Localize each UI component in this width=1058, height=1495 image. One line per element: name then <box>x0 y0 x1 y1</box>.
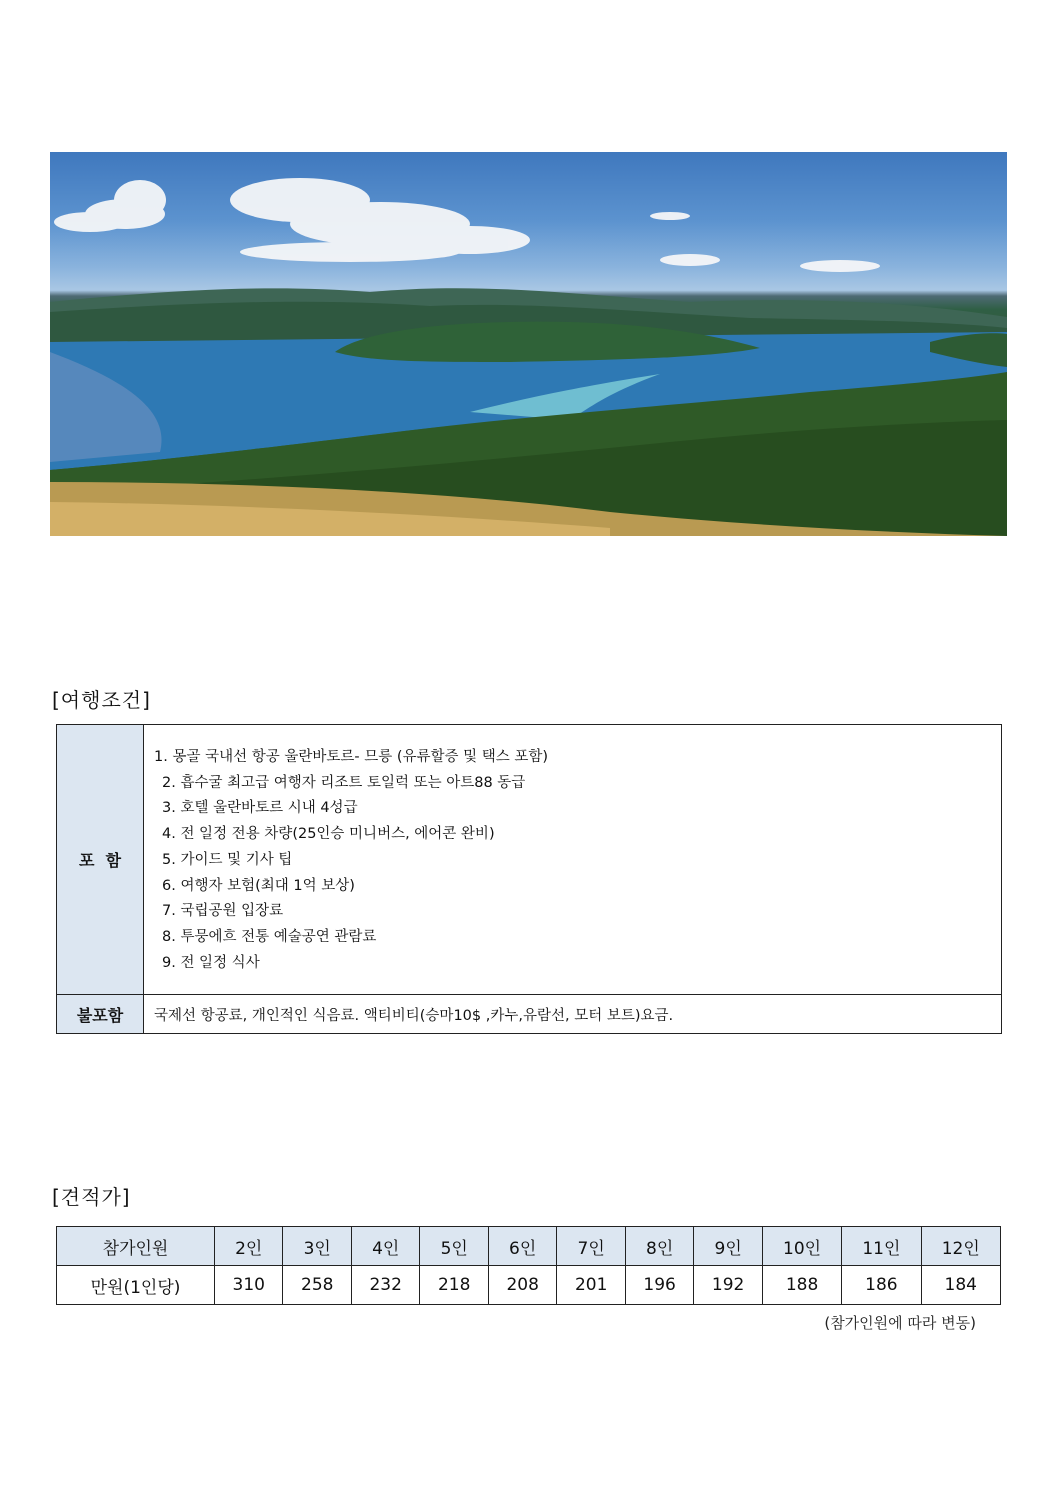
count-cell: 8인 <box>625 1227 693 1266</box>
included-label: 포 함 <box>57 725 144 995</box>
list-item: 9. 전 일정 식사 <box>162 954 260 971</box>
quote-heading: [견적가] <box>52 1185 131 1209</box>
list-item: 8. 투뭉에흐 전통 예술공연 관람료 <box>162 928 377 945</box>
price-label: 만원(1인당) <box>57 1266 215 1305</box>
price-cell: 208 <box>488 1266 556 1305</box>
conditions-heading: [여행조건] <box>52 688 151 712</box>
list-item: 4. 전 일정 전용 차량(25인승 미니버스, 에어콘 완비) <box>162 826 495 843</box>
count-cell: 5인 <box>420 1227 488 1266</box>
price-cell: 232 <box>351 1266 419 1305</box>
list-item: 1. 몽골 국내선 항공 울란바토르- 므릉 (유류할증 및 택스 포함) <box>154 749 549 765</box>
list-item: 5. 가이드 및 기사 팁 <box>162 851 293 868</box>
list-item: 2. 흡수굴 최고급 여행자 리조트 토일럭 또는 아트88 동급 <box>162 774 526 791</box>
price-cell: 218 <box>420 1266 488 1305</box>
price-cell: 258 <box>283 1266 351 1305</box>
count-cell: 3인 <box>283 1227 351 1266</box>
price-cell: 310 <box>215 1266 283 1305</box>
quote-header-row <box>57 1227 1001 1266</box>
price-note: (참가인원에 따라 변동) <box>824 1314 976 1332</box>
count-cell: 10인 <box>762 1227 841 1266</box>
count-cell: 2인 <box>215 1227 283 1266</box>
list-item: 6. 여행자 보험(최대 1억 보상) <box>162 877 355 894</box>
price-cell: 201 <box>557 1266 625 1305</box>
price-cell: 188 <box>762 1266 841 1305</box>
price-cell: 184 <box>921 1266 1000 1305</box>
quote-table <box>56 1226 1001 1305</box>
count-cell: 9인 <box>694 1227 762 1266</box>
excluded-label: 불포함 <box>57 995 144 1034</box>
count-cell: 12인 <box>921 1227 1000 1266</box>
lake-landscape-image <box>50 152 1007 536</box>
included-items <box>144 725 1002 995</box>
count-cell: 4인 <box>351 1227 419 1266</box>
header-label: 참가인원 <box>57 1227 215 1266</box>
price-cell: 196 <box>625 1266 693 1305</box>
excluded-row <box>57 995 1002 1034</box>
count-cell: 6인 <box>488 1227 556 1266</box>
excluded-text: 국제선 항공료, 개인적인 식음료. 액티비티(승마10$ ,카누,유람선, 모터 보트)요금. <box>144 995 1002 1034</box>
included-row <box>57 725 1002 995</box>
list-item: 7. 국립공원 입장료 <box>162 903 284 920</box>
list-item: 3. 호텔 울란바토르 시내 4성급 <box>162 800 358 817</box>
price-cell: 192 <box>694 1266 762 1305</box>
conditions-table <box>56 724 1002 1034</box>
count-cell: 7인 <box>557 1227 625 1266</box>
count-cell: 11인 <box>842 1227 921 1266</box>
price-cell: 186 <box>842 1266 921 1305</box>
quote-price-row <box>57 1266 1001 1305</box>
